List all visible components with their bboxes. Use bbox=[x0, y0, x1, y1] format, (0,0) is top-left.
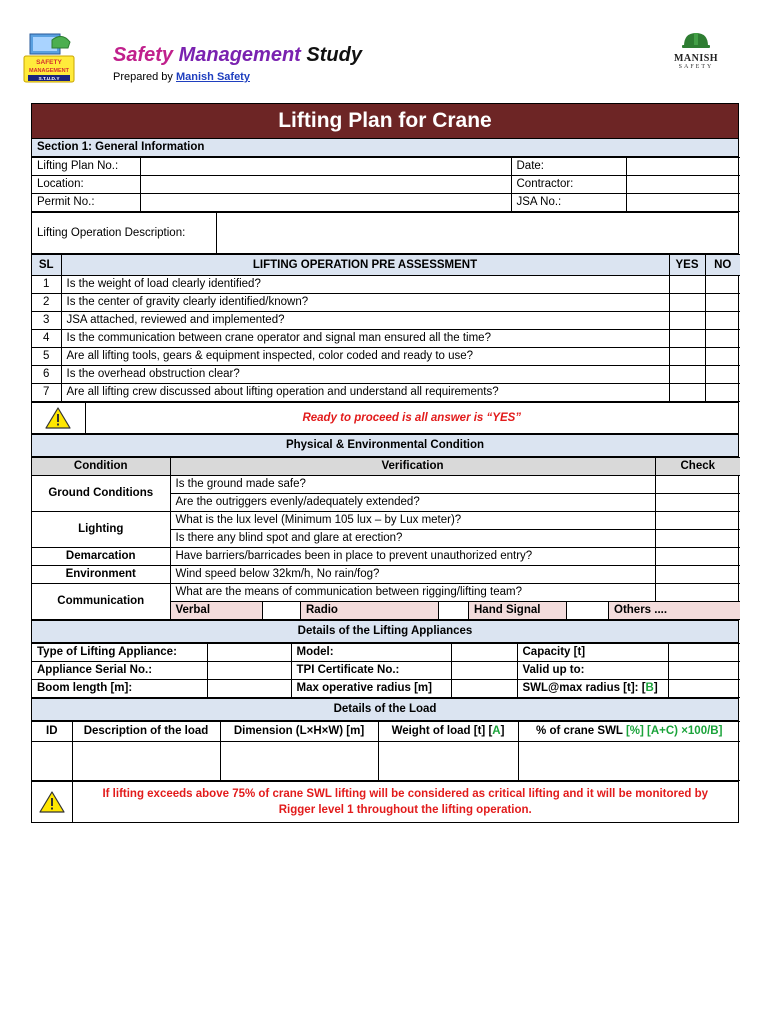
col-yes: YES bbox=[669, 255, 705, 276]
load-table bbox=[32, 721, 740, 781]
logo-line-3: S.T.U.D.Y bbox=[38, 77, 60, 82]
swl-b: B bbox=[645, 682, 654, 694]
description-table bbox=[32, 212, 738, 254]
description-field[interactable] bbox=[216, 213, 738, 254]
condition-environment: Environment bbox=[32, 566, 170, 584]
row-question: Is the center of gravity clearly identified/known? bbox=[61, 294, 669, 312]
row-question: Is the communication between crane operator and signal man ensured all the time? bbox=[61, 330, 669, 348]
col-weight bbox=[378, 722, 518, 742]
weight-suffix: ] bbox=[500, 725, 505, 737]
swl-suffix: ] bbox=[653, 682, 658, 694]
communication-options bbox=[170, 602, 740, 620]
manish-logo-sub: SAFETY bbox=[678, 64, 714, 70]
check-cell[interactable] bbox=[655, 494, 740, 512]
contractor-label: Contractor: bbox=[511, 176, 626, 194]
physical-title-table bbox=[32, 434, 738, 457]
yes-checkbox[interactable] bbox=[669, 312, 705, 330]
prepared-by-link[interactable]: Manish Safety bbox=[176, 71, 250, 83]
valid-label: Valid up to: bbox=[517, 662, 668, 680]
col-percent-swl bbox=[518, 722, 740, 742]
load-title-table bbox=[32, 698, 738, 721]
table-row bbox=[32, 384, 740, 402]
brand-word-3: Study bbox=[306, 44, 362, 66]
jsa-no-label: JSA No.: bbox=[511, 194, 626, 212]
percent-prefix: % of crane SWL bbox=[536, 725, 626, 737]
row-question: Is the weight of load clearly identified? bbox=[61, 276, 669, 294]
table-row bbox=[32, 294, 740, 312]
contractor-field[interactable] bbox=[626, 176, 740, 194]
row-question: JSA attached, reviewed and implemented? bbox=[61, 312, 669, 330]
swl-label bbox=[517, 680, 668, 698]
appliances-title-table bbox=[32, 620, 738, 643]
prepared-by bbox=[113, 71, 250, 83]
table-row bbox=[32, 312, 740, 330]
critical-note-line2: Rigger level 1 throughout the lifting operation. bbox=[278, 804, 532, 816]
check-cell[interactable] bbox=[655, 584, 740, 602]
weight-prefix: Weight of load [t] [ bbox=[391, 725, 493, 737]
brand-word-2: Management bbox=[178, 44, 301, 66]
table-row bbox=[32, 348, 740, 366]
row-sl: 3 bbox=[32, 312, 61, 330]
yes-checkbox[interactable] bbox=[669, 366, 705, 384]
row-sl: 1 bbox=[32, 276, 61, 294]
table-row bbox=[32, 330, 740, 348]
check-cell[interactable] bbox=[655, 512, 740, 530]
communication-options-table bbox=[171, 602, 741, 619]
tpi-field[interactable] bbox=[451, 662, 517, 680]
critical-note-line1: If lifting exceeds above 75% of crane SWL lifting will be considered as critical lifting and it will be monitored by bbox=[102, 788, 709, 800]
no-checkbox[interactable] bbox=[705, 348, 740, 366]
condition-demarcation: Demarcation bbox=[32, 548, 170, 566]
yes-checkbox[interactable] bbox=[669, 276, 705, 294]
verbal-checkbox[interactable] bbox=[263, 602, 301, 619]
no-checkbox[interactable] bbox=[705, 294, 740, 312]
manish-logo-name: MANISH bbox=[673, 53, 719, 64]
pre-assessment-table bbox=[32, 254, 740, 402]
model-label: Model: bbox=[291, 644, 451, 662]
ready-note: Ready to proceed is all answer is “YES” bbox=[85, 403, 738, 434]
brand-title bbox=[113, 44, 362, 67]
ready-note-table bbox=[32, 402, 738, 434]
col-no: NO bbox=[705, 255, 740, 276]
serial-label: Appliance Serial No.: bbox=[32, 662, 207, 680]
col-verification: Verification bbox=[170, 458, 655, 476]
lifting-plan-no-label: Lifting Plan No.: bbox=[32, 158, 140, 176]
location-field[interactable] bbox=[140, 176, 511, 194]
type-label: Type of Lifting Appliance: bbox=[32, 644, 207, 662]
serial-field[interactable] bbox=[207, 662, 291, 680]
warning-icon bbox=[39, 791, 65, 813]
table-row bbox=[32, 276, 740, 294]
boom-label: Boom length [m]: bbox=[32, 680, 207, 698]
condition-lighting: Lighting bbox=[32, 512, 170, 548]
load-id-field[interactable] bbox=[32, 742, 72, 781]
capacity-label: Capacity [t] bbox=[517, 644, 668, 662]
hard-hat-icon bbox=[681, 30, 711, 50]
physical-heading: Physical & Environmental Condition bbox=[32, 435, 738, 457]
tpi-label: TPI Certificate No.: bbox=[291, 662, 451, 680]
permit-no-label: Permit No.: bbox=[32, 194, 140, 212]
section1-heading: Section 1: General Information bbox=[32, 139, 738, 157]
verification-question: What are the means of communication between rigging/lifting team? bbox=[170, 584, 655, 602]
capacity-field[interactable] bbox=[668, 644, 740, 662]
no-checkbox[interactable] bbox=[705, 330, 740, 348]
yes-checkbox[interactable] bbox=[669, 294, 705, 312]
swl-field[interactable] bbox=[668, 680, 740, 698]
load-weight-field[interactable] bbox=[378, 742, 518, 781]
col-sl: SL bbox=[32, 255, 61, 276]
table-row bbox=[32, 366, 740, 384]
manish-safety-logo bbox=[666, 30, 726, 78]
yes-checkbox[interactable] bbox=[669, 330, 705, 348]
location-label: Location: bbox=[32, 176, 140, 194]
check-cell[interactable] bbox=[655, 548, 740, 566]
description-label: Lifting Operation Description: bbox=[32, 213, 216, 254]
valid-field[interactable] bbox=[668, 662, 740, 680]
form-title: Lifting Plan for Crane bbox=[32, 104, 738, 139]
row-sl: 7 bbox=[32, 384, 61, 402]
warning-cell bbox=[32, 782, 72, 823]
others-field[interactable] bbox=[699, 602, 741, 619]
load-description-field[interactable] bbox=[72, 742, 220, 781]
permit-no-field[interactable] bbox=[140, 194, 511, 212]
no-checkbox[interactable] bbox=[705, 366, 740, 384]
no-checkbox[interactable] bbox=[705, 312, 740, 330]
condition-communication: Communication bbox=[32, 584, 170, 620]
lifting-plan-no-field[interactable] bbox=[140, 158, 511, 176]
row-sl: 2 bbox=[32, 294, 61, 312]
critical-note bbox=[72, 782, 738, 823]
critical-note-table bbox=[32, 781, 738, 822]
col-dimension: Dimension (L×H×W) [m] bbox=[220, 722, 378, 742]
row-sl: 4 bbox=[32, 330, 61, 348]
check-cell[interactable] bbox=[655, 476, 740, 494]
warning-cell bbox=[32, 403, 85, 434]
option-others: Others .... bbox=[609, 602, 699, 619]
type-field[interactable] bbox=[207, 644, 291, 662]
radius-field[interactable] bbox=[451, 680, 517, 698]
check-cell[interactable] bbox=[655, 566, 740, 584]
hand-signal-checkbox[interactable] bbox=[567, 602, 609, 619]
radio-checkbox[interactable] bbox=[439, 602, 469, 619]
verification-question: Have barriers/barricades been in place to prevent unauthorized entry? bbox=[170, 548, 655, 566]
logo-line-1: SAFETY bbox=[36, 59, 62, 66]
verification-question: Wind speed below 32km/h, No rain/fog? bbox=[170, 566, 655, 584]
percent-formula: [%] [A+C) ×100/B] bbox=[625, 725, 723, 737]
row-sl: 6 bbox=[32, 366, 61, 384]
yes-checkbox[interactable] bbox=[669, 348, 705, 366]
page-header bbox=[0, 0, 768, 100]
row-question: Is the overhead obstruction clear? bbox=[61, 366, 669, 384]
date-field[interactable] bbox=[626, 158, 740, 176]
no-checkbox[interactable] bbox=[705, 276, 740, 294]
boom-field[interactable] bbox=[207, 680, 291, 698]
row-question: Are all lifting crew discussed about lifting operation and understand all requirements? bbox=[61, 384, 669, 402]
appliances-table bbox=[32, 643, 740, 698]
logo-line-2: MANAGEMENT bbox=[28, 68, 70, 74]
col-check: Check bbox=[655, 458, 740, 476]
verification-question: Are the outriggers evenly/adequately extended? bbox=[170, 494, 655, 512]
title-table bbox=[32, 104, 738, 157]
brand-word-1: Safety bbox=[113, 44, 174, 66]
load-percent-field[interactable] bbox=[518, 742, 740, 781]
yes-checkbox[interactable] bbox=[669, 384, 705, 402]
lifting-plan-form bbox=[31, 103, 739, 823]
option-radio: Radio bbox=[301, 602, 439, 619]
col-id: ID bbox=[32, 722, 72, 742]
col-condition: Condition bbox=[32, 458, 170, 476]
general-info-table bbox=[32, 157, 740, 212]
load-dimension-field[interactable] bbox=[220, 742, 378, 781]
col-description: Description of the load bbox=[72, 722, 220, 742]
condition-ground: Ground Conditions bbox=[32, 476, 170, 512]
weight-a: A bbox=[492, 725, 501, 737]
model-field[interactable] bbox=[451, 644, 517, 662]
row-sl: 5 bbox=[32, 348, 61, 366]
load-heading: Details of the Load bbox=[32, 699, 738, 721]
row-question: Are all lifting tools, gears & equipment inspected, color coded and ready to use? bbox=[61, 348, 669, 366]
radius-label: Max operative radius [m] bbox=[291, 680, 451, 698]
physical-table bbox=[32, 457, 740, 620]
swl-prefix: SWL@max radius [t]: [ bbox=[522, 682, 646, 694]
option-verbal: Verbal bbox=[171, 602, 263, 619]
verification-question: Is the ground made safe? bbox=[170, 476, 655, 494]
verification-question: Is there any blind spot and glare at erection? bbox=[170, 530, 655, 548]
col-pre-assessment: LIFTING OPERATION PRE ASSESSMENT bbox=[61, 255, 669, 276]
verification-question: What is the lux level (Minimum 105 lux – by Lux meter)? bbox=[170, 512, 655, 530]
appliances-heading: Details of the Lifting Appliances bbox=[32, 621, 738, 643]
safety-management-study-logo bbox=[22, 30, 76, 84]
option-hand-signal: Hand Signal bbox=[469, 602, 567, 619]
jsa-no-field[interactable] bbox=[626, 194, 740, 212]
warning-icon bbox=[45, 407, 71, 429]
date-label: Date: bbox=[511, 158, 626, 176]
check-cell[interactable] bbox=[655, 530, 740, 548]
no-checkbox[interactable] bbox=[705, 384, 740, 402]
prepared-by-label: Prepared by bbox=[113, 71, 173, 83]
